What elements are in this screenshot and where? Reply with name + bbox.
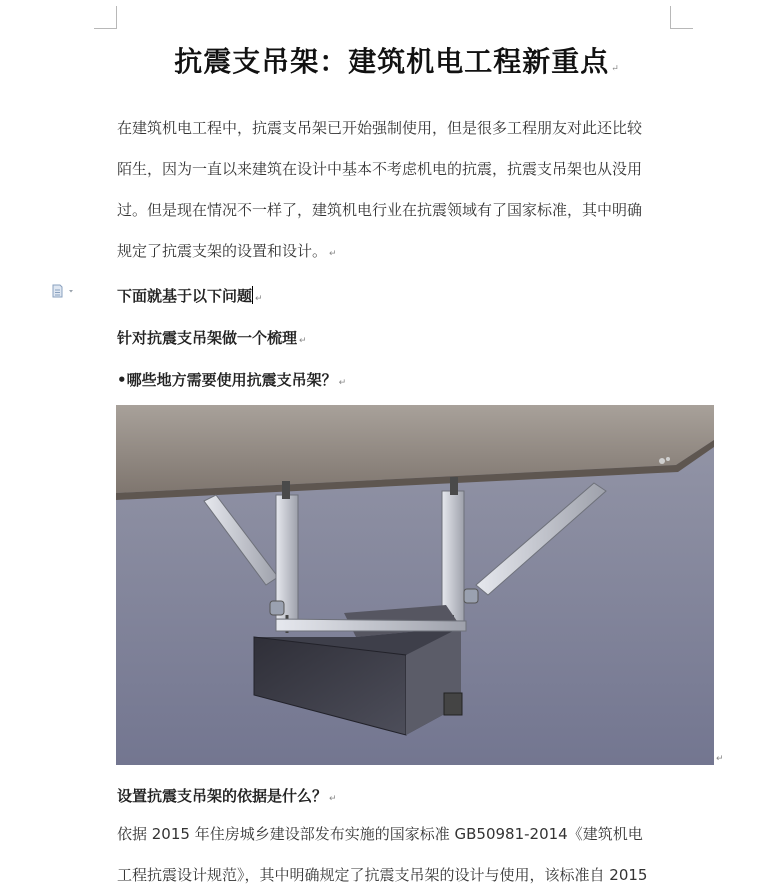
intro-line: 规定了抗震支架的设置和设计。 ↵ <box>117 242 337 260</box>
paragraph-mark: ↵ <box>329 249 337 259</box>
body-line: 依据 2015 年住房城乡建设部发布实施的国家标准 GB50981-2014《建筑机电 <box>117 825 643 843</box>
body-line: 工程抗震设计规范》，其中明确规定了抗震支吊架的设计与使用，该标准自 2015 <box>117 866 648 884</box>
title-text: 抗震支吊架：建筑机电工程新重点 <box>174 45 610 78</box>
paragraph-mark: ↵ <box>329 794 337 804</box>
document-icon[interactable] <box>52 284 76 298</box>
text-cursor <box>252 286 253 304</box>
paragraph-mark: ↵ <box>299 336 307 346</box>
body-paragraph[interactable] <box>117 814 677 896</box>
page-corner-mark-right <box>670 6 693 29</box>
heading-overview[interactable]: 针对抗震支吊架做一个梳理 ↵ <box>117 329 307 347</box>
intro-paragraph[interactable] <box>117 108 677 275</box>
paragraph-mark: ↵ <box>338 378 347 388</box>
heading-questions[interactable]: 下面就基于以下问题 ↵ <box>117 287 263 305</box>
heading-basis[interactable]: 设置抗震支吊架的依据是什么？ ↵ <box>117 787 337 805</box>
intro-line: 过。但是现在情况不一样了，建筑机电行业在抗震领域有了国家标准，其中明确 <box>117 201 643 219</box>
seismic-support-illustration[interactable] <box>116 405 714 765</box>
paragraph-mark: ↵ <box>716 754 724 764</box>
intro-line: 陌生，因为一直以来建筑在设计中基本不考虑机电的抗震，抗震支吊架也从没用 <box>117 160 643 178</box>
heading-where-used[interactable]: •哪些地方需要使用抗震支吊架？ ↵ <box>117 371 347 389</box>
illustration-svg <box>116 405 714 765</box>
page-corner-mark-left <box>94 6 117 29</box>
paragraph-mark: ↵ <box>611 64 620 74</box>
document-title[interactable] <box>117 40 677 80</box>
intro-line: 在建筑机电工程中，抗震支吊架已开始强制使用，但是很多工程朋友对此还比较 <box>117 119 643 137</box>
bullet: • <box>117 371 127 389</box>
paragraph-mark: ↵ <box>255 294 263 304</box>
